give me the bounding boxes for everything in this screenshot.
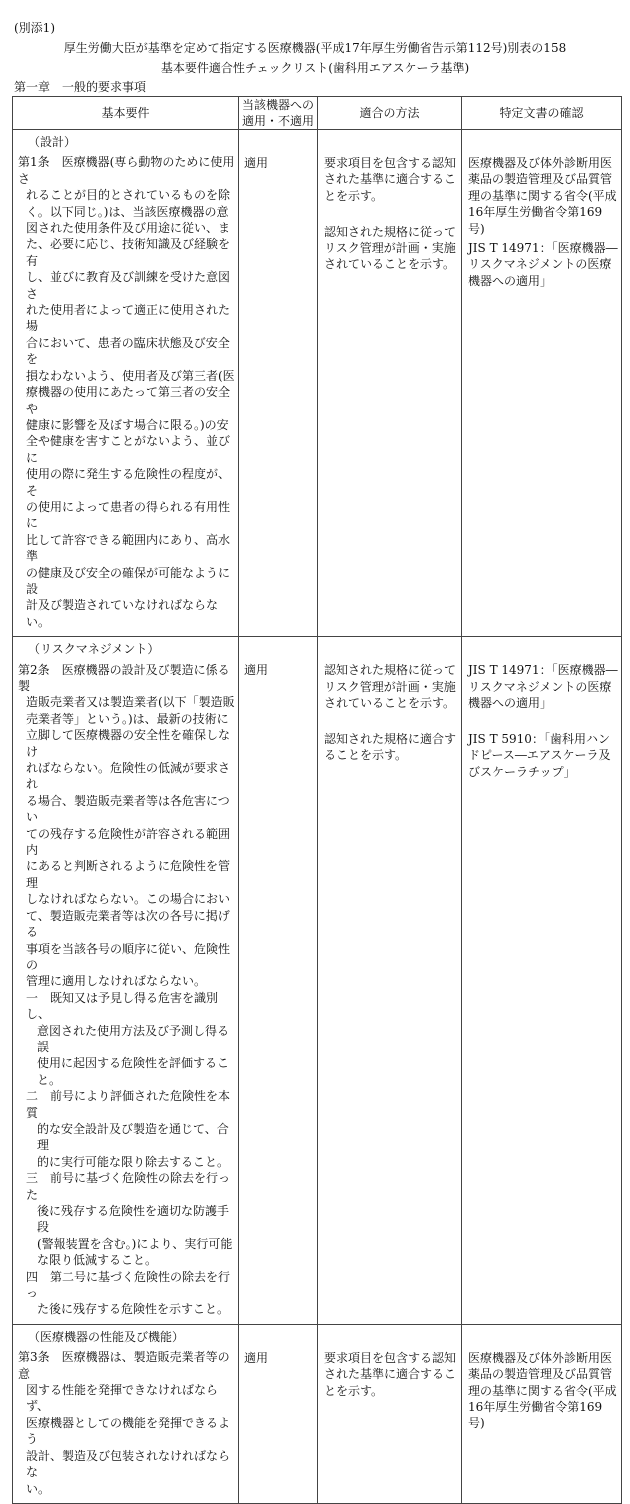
requirement-line: の使用によって患者の得られる有用性に <box>26 499 231 531</box>
requirement-line: 四 第二号に基づく危険性の除去を行っ <box>26 1269 231 1301</box>
document-line: びスケーラチップ」 <box>468 764 576 779</box>
document-paragraph <box>468 1350 618 1432</box>
spacer <box>468 134 618 155</box>
requirement-line: て、製造販売業者等は次の各号に掲げる <box>26 908 230 940</box>
method-content <box>318 130 461 298</box>
applicability-content <box>239 637 317 684</box>
spacer <box>244 641 314 662</box>
requirement-cell <box>13 637 239 1325</box>
spacer <box>324 134 458 155</box>
method-paragraph <box>324 155 458 221</box>
requirement-line: 健康に影響を及ぼす場合に限る。)の安 <box>26 417 229 432</box>
requirement-line: 一 既知又は予見し得る危害を識別し、 <box>26 990 219 1022</box>
requirement-line: ればならない。危険性の低減が要求され <box>26 761 231 792</box>
requirement-line: 事項を当該各号の順序に従い、危険性の <box>26 941 231 972</box>
requirement-line: 設計、製造及び包装されなければならな <box>26 1448 231 1480</box>
requirement-line: る場合、製造販売業者等は各危害につい <box>26 793 230 825</box>
document-line: ドピース―エアスケーラ及 <box>468 748 611 763</box>
table-row <box>13 1324 622 1503</box>
requirement-content <box>13 637 238 1324</box>
chapter-heading: 第一章 一般的要求事項 <box>14 80 147 94</box>
column-header-applicability-line2: 適用・不適用 <box>241 114 314 128</box>
requirement-content <box>13 1325 238 1503</box>
document-line: 理の基準に関する省令(平成 <box>468 188 617 203</box>
document-line: JIS T 14971：「医療機器― <box>468 663 618 678</box>
requirement-line: と。 <box>37 1072 62 1087</box>
document-line: リスクマネジメントの医療 <box>468 679 612 694</box>
column-header-applicability-line1: 当該機器への <box>241 98 314 112</box>
method-content <box>318 1325 461 1425</box>
section-heading: （リスクマネジメント） <box>28 642 160 657</box>
spacer <box>244 134 314 155</box>
method-cell <box>318 637 462 1325</box>
requirement-line: 図する性能を発揮できなければならず、 <box>26 1383 219 1414</box>
method-line: とを示す。 <box>324 1383 384 1398</box>
requirement-line: (警報装置を含む。)により、実行可能 <box>37 1236 233 1251</box>
document-cell <box>462 1324 622 1503</box>
method-paragraph <box>324 1350 458 1416</box>
document-line: 16年厚生労働省令第169号) <box>468 1400 603 1431</box>
document-title-line2: 基本要件適合性チェックリスト(歯科用エアスケーラ基準) <box>160 61 470 75</box>
spacer <box>468 1329 618 1350</box>
document-paragraph <box>468 662 618 728</box>
method-line: リスク管理が計画・実施 <box>324 241 456 255</box>
method-line: 要求項目を包含する認知 <box>324 1350 457 1365</box>
method-line: とを示す。 <box>324 188 384 203</box>
requirement-line: 第3条 医療機器は、製造販売業者等の意 <box>18 1350 230 1381</box>
requirement-line: 二 前号により評価された危険性を本質 <box>26 1089 231 1120</box>
requirement-line: 使用の際に発生する危険性の程度が、そ <box>26 467 231 498</box>
annex-label: (別添1) <box>14 21 55 35</box>
applicability-cell <box>239 1324 318 1503</box>
document-paragraph <box>468 240 618 306</box>
document-title-line1: 厚生労働大臣が基準を定めて指定する医療機器(平成17年厚生労働省告示第112号)別表の158 <box>63 41 567 55</box>
document-line: JIS T 5910：「歯科用ハン <box>468 731 610 746</box>
document-line: 16年厚生労働省令第169号) <box>468 205 603 236</box>
section-heading: （設計） <box>28 135 77 149</box>
document-line: 機器への適用」 <box>468 273 553 288</box>
method-line: 認知された規格に従って <box>324 224 457 239</box>
requirement-line: 三 前号に基づく危険性の除去を行った <box>26 1171 231 1202</box>
requirement-line: な限り低減すること。 <box>37 1253 158 1268</box>
requirement-line: 第1条 医療機器(専ら動物のために使用さ <box>18 155 235 186</box>
table-header-row <box>13 97 622 130</box>
document-line: 医療機器及び体外診断用医 <box>468 156 613 170</box>
requirement-line: し、並びに教育及び訓練を受けた意図さ <box>26 270 231 301</box>
requirement-cell <box>13 130 239 637</box>
table-row <box>13 130 622 637</box>
method-line: された基準に適合するこ <box>324 1367 457 1382</box>
requirement-line: く。以下同じ。)は、当該医療機器の意 <box>26 204 229 219</box>
applicability-value: 適用 <box>244 156 269 170</box>
document-content <box>462 637 621 805</box>
method-paragraph <box>324 224 458 290</box>
document-cell <box>462 637 622 1325</box>
column-header-method: 適合の方法 <box>318 97 462 130</box>
applicability-cell <box>239 130 318 637</box>
requirement-line: 損なわないよう、使用者及び第三者(医 <box>26 368 235 383</box>
requirement-line: 後に残存する危険性を適切な防護手段 <box>37 1204 230 1235</box>
document-line: 薬品の製造管理及び品質管 <box>468 1367 613 1382</box>
requirement-line: しなければならない。この場合におい <box>26 892 231 907</box>
method-line: ることを示す。 <box>324 748 408 763</box>
document-line: 理の基準に関する省令(平成 <box>468 1383 617 1398</box>
method-paragraph <box>324 731 458 797</box>
document-paragraph <box>468 155 618 237</box>
checklist-table <box>12 96 622 1504</box>
document-line: JIS T 14971：「医療機器― <box>468 241 618 256</box>
document-line: リスクマネジメントの医療 <box>468 257 612 272</box>
table-row <box>13 637 622 1325</box>
applicability-cell <box>239 637 318 1325</box>
applicability-content <box>239 1325 317 1372</box>
requirement-line: 管理に適用しなければならない。 <box>26 974 207 989</box>
method-content <box>318 637 461 805</box>
requirement-line: た後に残存する危険性を示すこと。 <box>37 1302 230 1317</box>
requirement-line: 造販売業者又は製造業者(以下「製造販 <box>26 695 235 710</box>
method-line: 認知された規格に適合す <box>324 731 457 746</box>
method-cell <box>318 130 462 637</box>
document-line: 医療機器及び体外診断用医 <box>468 1350 613 1365</box>
method-line: リスク管理が計画・実施 <box>324 679 456 694</box>
requirement-line: れることが目的とされているものを除 <box>26 188 231 203</box>
document-content <box>462 1325 621 1441</box>
document-line: 機器への適用」 <box>468 696 553 710</box>
column-header-applicability <box>239 97 318 130</box>
requirement-line: 療機器の使用にあたって第三者の安全や <box>26 385 231 416</box>
requirement-line: にあると判断されるように危険性を管理 <box>26 859 231 890</box>
spacer <box>244 1329 314 1350</box>
requirement-line: 的に実行可能な限り除去すること。 <box>37 1154 230 1169</box>
spacer <box>324 641 458 662</box>
requirement-line: 売業者等」という。)は、最新の技術に <box>26 711 229 726</box>
spacer <box>324 1329 458 1350</box>
applicability-content <box>239 130 317 177</box>
column-header-documents: 特定文書の確認 <box>462 97 622 130</box>
requirement-line: 計及び製造されていなければならない。 <box>26 598 219 629</box>
method-line: 要求項目を包含する認知 <box>324 156 457 170</box>
document-paragraph <box>468 731 618 797</box>
method-line: されていることを示す。 <box>324 696 456 710</box>
requirement-line: 立脚して医療機器の安全性を確保しなけ <box>26 728 231 759</box>
document-content <box>462 130 621 315</box>
requirement-line: 使用に起因する危険性を評価するこ <box>37 1056 230 1071</box>
requirement-cell <box>13 1324 239 1503</box>
document-line: 薬品の製造管理及び品質管 <box>468 172 613 187</box>
method-cell <box>318 1324 462 1503</box>
section-heading: （医療機器の性能及び機能） <box>28 1329 185 1344</box>
method-paragraph <box>324 662 458 728</box>
requirement-content <box>13 130 238 636</box>
requirement-line: 第2条 医療機器の設計及び製造に係る製 <box>18 662 230 693</box>
document-cell <box>462 130 622 637</box>
applicability-value: 適用 <box>244 1350 269 1365</box>
requirement-line: た、必要に応じ、技術知識及び経験を有 <box>26 237 231 268</box>
method-line: された基準に適合するこ <box>324 172 457 187</box>
applicability-value: 適用 <box>244 663 269 678</box>
requirement-line: 医療機器としての機能を発揮できるよう <box>26 1415 231 1447</box>
requirement-line: 的な安全設計及び製造を通じて、合理 <box>37 1121 229 1153</box>
requirement-line: 比して許容できる範囲内にあり、高水準 <box>26 532 231 564</box>
requirement-line: 図された使用条件及び用途に従い、ま <box>26 221 231 236</box>
requirement-line: 合において、患者の臨床状態及び安全を <box>26 335 230 367</box>
spacer <box>468 641 618 662</box>
method-line: されていることを示す。 <box>324 257 456 272</box>
requirement-line: ての残存する危険性が許容される範囲内 <box>26 826 231 858</box>
requirement-line: 意図された使用方法及び予測し得る誤 <box>37 1023 230 1054</box>
column-header-requirement: 基本要件 <box>13 97 239 130</box>
requirement-line: の健康及び安全の確保が可能なように設 <box>26 565 231 596</box>
requirement-line: れた使用者によって適正に使用された場 <box>26 303 231 334</box>
method-line: 認知された規格に従って <box>324 663 457 678</box>
requirement-line: 全や健康を害すことがないよう、並びに <box>26 434 231 465</box>
requirement-line: い。 <box>26 1481 51 1496</box>
